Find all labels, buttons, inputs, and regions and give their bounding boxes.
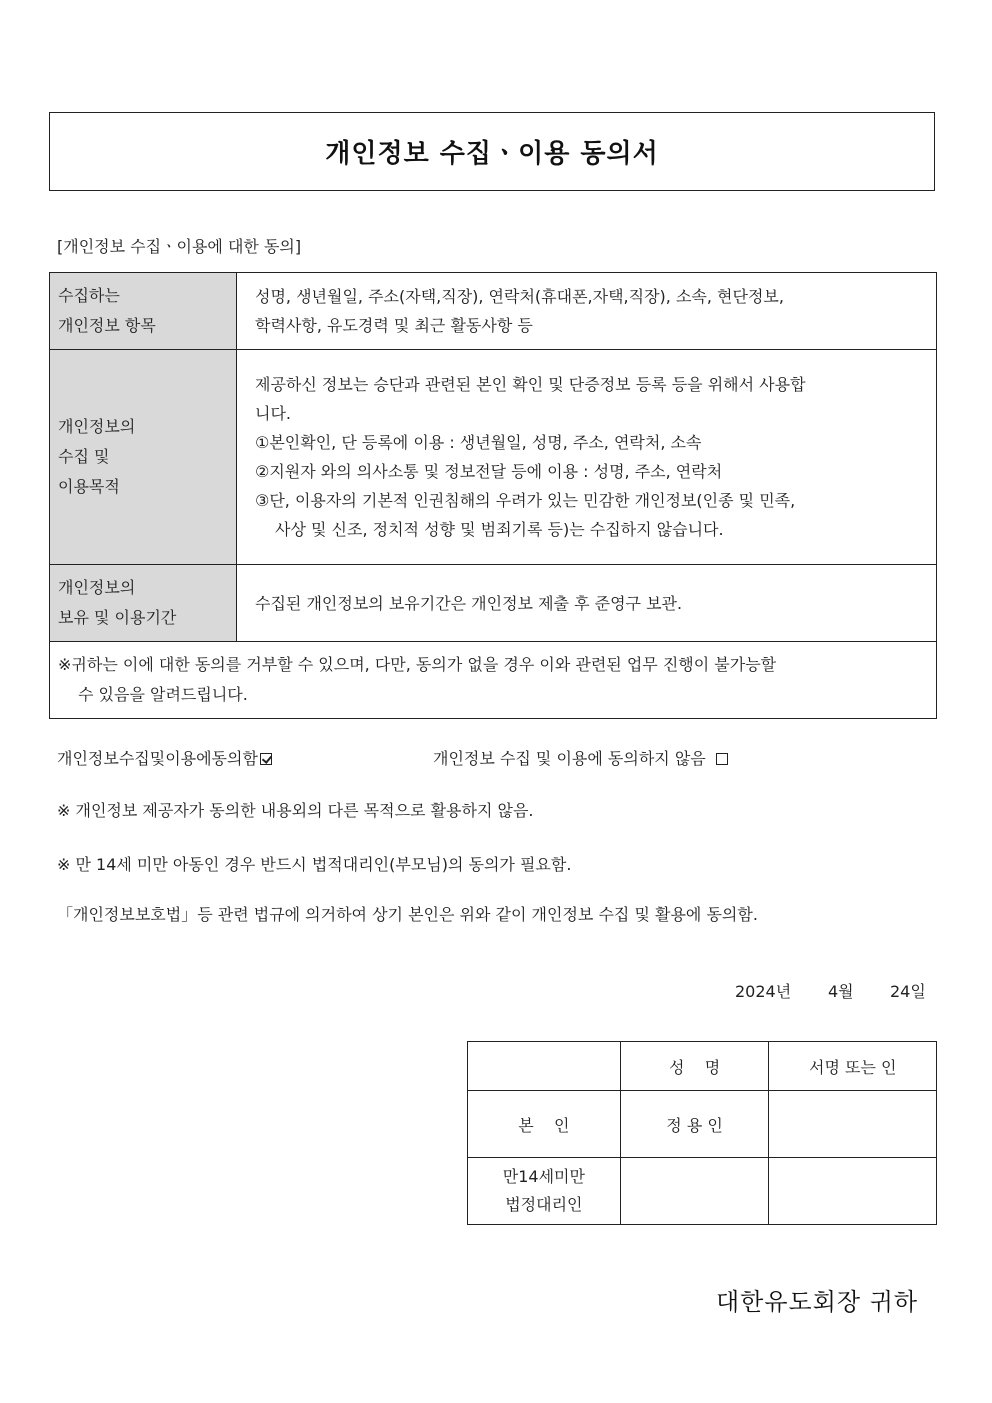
table-row	[468, 1091, 937, 1158]
agree-checkbox[interactable]	[260, 753, 272, 765]
agree-label: 개인정보수집및이용에동의함	[57, 749, 258, 768]
row-label-retention: 개인정보의 보유 및 이용기간	[50, 565, 237, 642]
refusal-note: ※귀하는 이에 대한 동의를 거부할 수 있으며, 다만, 동의가 없을 경우 이와 관련된 업무 진행이 불가능할 수 있음을 알려드립니다.	[50, 642, 937, 719]
disagree-checkbox[interactable]	[716, 753, 728, 765]
disagree-label: 개인정보 수집 및 이용에 동의하지 않음	[433, 749, 706, 768]
page-title: 개인정보 수집ㆍ이용 동의서	[325, 139, 659, 169]
row-content-retention: 수집된 개인정보의 보유기간은 개인정보 제출 후 준영구 보관.	[237, 565, 937, 642]
sign-guardian-signature[interactable]	[769, 1158, 937, 1225]
date-day: 24일	[890, 982, 926, 1001]
row-label-items: 수집하는 개인정보 항목	[50, 273, 237, 350]
title-box	[49, 112, 935, 191]
sign-header-blank	[468, 1042, 621, 1091]
date-month: 4월	[828, 982, 854, 1001]
sign-header-name: 성 명	[620, 1042, 769, 1091]
section-label: [개인정보 수집ㆍ이용에 대한 동의]	[57, 237, 302, 256]
disagree-option[interactable]	[433, 746, 728, 769]
table-row	[50, 273, 937, 350]
sign-self-signature[interactable]	[769, 1091, 937, 1158]
table-row	[50, 642, 937, 719]
table-row	[50, 565, 937, 642]
row-content-items: 성명, 생년월일, 주소(자택,직장), 연락처(휴대폰,자택,직장), 소속, 현단정보, 학력사항, 유도경력 및 최근 활동사항 등	[237, 273, 937, 350]
sign-guardian-name[interactable]	[620, 1158, 769, 1225]
row-content-purpose: 제공하신 정보는 승단과 관련된 본인 확인 및 단증정보 등록 등을 위해서 사용합 니다. ①본인확인, 단 등록에 이용 : 생년월일, 성명, 주소, 연락처, 소속 ②지원자 와의 의사소통 및 정보전달 등에 이용 : 성명, 주소, 연락처 ③단, 이용자의 기본적 인권침해의 우려가 있는 민감한 개인정보(인종 및 민족, 사상 및 신조, 정치적 성향 및 범죄기록 등)는 수집하지 않습니다.	[237, 350, 937, 565]
sign-header-sign: 서명 또는 인	[769, 1042, 937, 1091]
sign-guardian-label: 만14세미만 법정대리인	[468, 1158, 621, 1225]
sign-self-label: 본 인	[468, 1091, 621, 1158]
table-row	[50, 350, 937, 565]
consent-table	[49, 272, 937, 719]
sign-self-name[interactable]: 정 용 인	[620, 1091, 769, 1158]
note-purpose: ※ 개인정보 제공자가 동의한 내용외의 다른 목적으로 활용하지 않음.	[57, 801, 534, 820]
table-row	[468, 1042, 937, 1091]
law-statement: 「개인정보보호법」등 관련 법규에 의거하여 상기 본인은 위와 같이 개인정보 수집 및 활용에 동의함.	[57, 905, 758, 924]
recipient: 대한유도회장 귀하	[716, 1288, 919, 1316]
row-label-purpose: 개인정보의 수집 및 이용목적	[50, 350, 237, 565]
agree-option[interactable]	[57, 746, 272, 769]
table-row	[468, 1158, 937, 1225]
date-year: 2024년	[735, 982, 792, 1001]
note-minor: ※ 만 14세 미만 아동인 경우 반드시 법적대리인(부모님)의 동의가 필요함.	[57, 855, 572, 874]
signature-table	[467, 1041, 937, 1225]
